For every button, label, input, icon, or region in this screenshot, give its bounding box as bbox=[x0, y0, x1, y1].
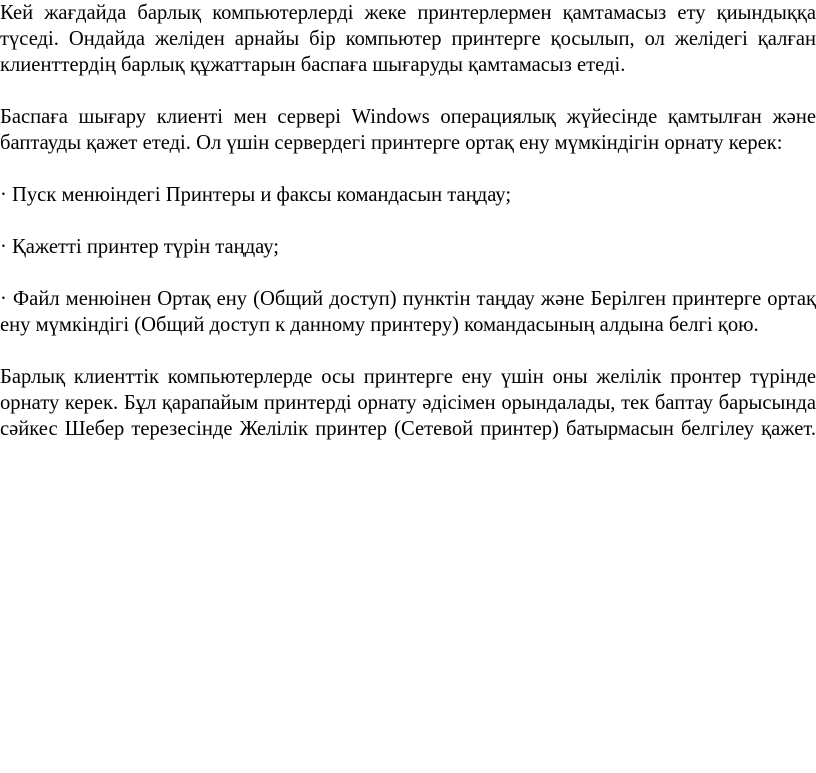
text-line: клиенттердің барлық құжаттарын баспаға шығаруды қамтамасыз етеді. bbox=[0, 54, 626, 76]
bullet-item-file-menu bbox=[0, 286, 816, 338]
text-line: баптауды қажет етеді. Ол үшін сервердегі принтерге ортақ ену мүмкіндігін орнату керек: bbox=[0, 132, 783, 154]
text-line: ену мүмкіндігі (Общий доступ к данному принтеру) командасының алдына белгі қою. bbox=[0, 314, 759, 336]
text-line: · Қажетті принтер түрін таңдау; bbox=[0, 236, 280, 258]
text-line: сәйкес Шебер терезесінде Желілік принтер (Сетевой принтер) батырмасын белгілеу қажет. bbox=[0, 418, 816, 440]
text-line: · Пуск менюіндегі Принтеры и факсы командасын таңдау; bbox=[0, 184, 512, 206]
bullet-item-select-printer bbox=[0, 234, 816, 260]
text-line: · Файл менюінен Ортақ ену (Общий доступ) пунктін таңдау және Берілген принтерге ортақ bbox=[0, 288, 816, 310]
text-line: орнату керек. Бұл қарапайым принтерді орнату әдісімен орындалады, тек баптау барысында bbox=[0, 392, 816, 414]
text-line: Барлық клиенттік компьютерлерде осы принтерге ену үшін оны желілік пронтер түрінде bbox=[0, 366, 816, 388]
paragraph-server-setup bbox=[0, 104, 816, 156]
paragraph-intro bbox=[0, 0, 816, 78]
text-line: Баспаға шығару клиенті мен сервері Windows операциялық жүйесінде қамтылған және bbox=[0, 106, 816, 128]
text-line: түседі. Ондайда желіден арнайы бір компьютер принтерге қосылып, ол желідегі қалған bbox=[0, 28, 816, 50]
text-line: Кей жағдайда барлық компьютерлерді жеке принтерлермен қамтамасыз ету қиындыққа bbox=[0, 2, 816, 24]
paragraph-client-setup bbox=[0, 364, 816, 442]
bullet-item-start-menu bbox=[0, 182, 816, 208]
